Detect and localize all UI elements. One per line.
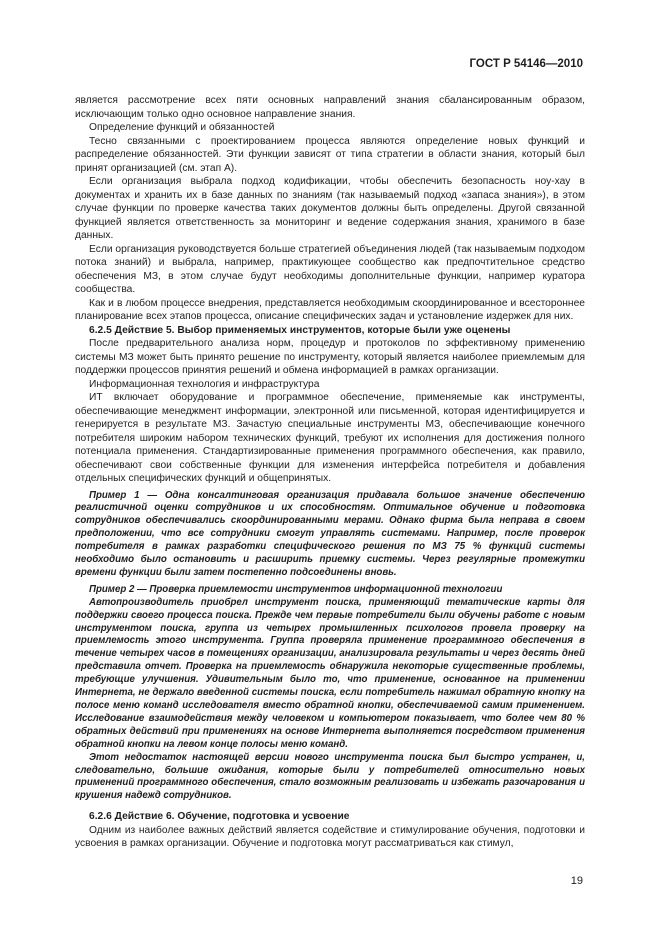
- subsection-label: Определение функций и обязанностей: [89, 122, 275, 133]
- example-2-body: Автопроизводитель приобрел инструмент поиска, применяющий тематические карты для поддержки своего процесса поиска. Прежде чем первые потребители были обучены работе с новым инструментом поиска, группа из четырех промышленных психологов провела проверку на приемлемость этого инструмента. Группа проверяла применение программного обеспечения в течение четырех часов в помещениях организации, анализировала результаты и через десять дней представила отчет. Проверка на приемлемость обнаружила некоторые существенные проблемы, требующие улучшения. Удивительным было то, что применение, основанное на применении Интернета, не держало введенной системы поиска, если потребитель нажимал обратную кнопку на полосе меню команд исследователя вместо обратной кнопки, обеспечиваемой самим применением. Исследование взаимодействия между человеком и компьютером показывает, что более чем 80 % обратных действий при применениях на основе Интернета выполняется посредством применения обратной кнопки на левом конце полосы меню команд.: [75, 596, 585, 750]
- paragraph: После предварительного анализа норм, процедур и протоколов по эффективному применению системы МЗ может быть принято решение по инструменту, который является наиболее приемлемым для поддержки процессов принятия решений и обмена информацией в рамках организации.: [75, 338, 585, 376]
- body-text: [75, 94, 585, 851]
- section-heading: 6.2.6 Действие 6. Обучение, подготовка и усвоение: [89, 811, 350, 823]
- section-heading: 6.2.5 Действие 5. Выбор применяемых инструментов, которые были уже оценены: [89, 324, 511, 336]
- paragraph: Одним из наиболее важных действий является содействие и стимулирование обучения, подготовки и усвоения в рамках организации. Обучение и подготовка могут рассматриваться как стимул,: [75, 824, 585, 850]
- document-code: ГОСТ Р 54146—2010: [469, 58, 583, 70]
- example-1: Пример 1 — Одна консалтинговая организация придавала большое значение обеспечению реалистичной оценки сотрудников и их способностям. Оптимальное обучение и подготовка сотрудников обеспечивались скоординированными мерами. Однако фирма была неправа в своем предположении, что все сотрудники смогут управлять системами. Например, после проверок потребителя в рамках разработки специфического решения по МЗ 75 % функций системы необходимо было остановить и расширить приемку системы. Через регулярные промежутки времени функции были затем постепенно подсоединены вновь.: [75, 489, 585, 578]
- subsection-label: Информационная технология и инфраструктура: [89, 378, 320, 390]
- paragraph: Как и в любом процессе внедрения, представляется необходимым скоординированное и всестороннее планирование всех этапов процесса, описание специфических задач и установление издержек для них.: [75, 297, 585, 322]
- paragraph: Тесно связанными с проектированием процесса являются определение новых функций и распределение обязанностей. Эти функции зависят от типа стратегии в области знания, который был принят организацией (см. этап А).: [75, 135, 585, 174]
- page-number: 19: [570, 875, 583, 887]
- paragraph: является рассмотрение всех пяти основных направлений знания сбалансированным образом, исключающим только одно основное направление знания.: [75, 95, 585, 120]
- paragraph: Если организация выбрала подход кодификации, чтобы обеспечить безопасность ноу-хау в документах и хранить их в базе данных по знаниям (так называемый подход «запаса знания»), в этом случае функции по проверке качества таких документов должны быть определены. Другой связанной функцией является ответственность за мониторинг и ведение содержания знания, хранимого в базе данных.: [75, 176, 585, 241]
- paragraph: ИТ включает оборудование и программное обеспечение, применяемые как инструменты, обеспечивающие менеджмент информации, электронной или письменной, которая идентифицируется и генерируется в результате МЗ. Зачастую специальные инструменты МЗ, обеспечивающие конечного потребителя широким набором технических функций, требуют их исполнения для достижения полного потенциала применения. Стандартизированные применения программного обеспечения, как правило, обеспечивают свои собственные функции для изменения интерфейса потребителя и добавления отдельных специфических функций и общепринятых.: [75, 392, 585, 484]
- paragraph: Если организация руководствуется больше стратегией объединения людей (так называемым подходом потока знаний) и выбрала, например, практикующее сообщество как предпочтительное средство обеспечения МЗ, в этом случае будут необходимы дополнительные функции, например куратора сообщества.: [75, 243, 585, 295]
- example-2-conclusion: Этот недостаток настоящей версии нового инструмента поиска был быстро устранен, и, следовательно, большие ожидания, которые были у потребителей относительно новых применений программного обеспечения, стало возможным реализовать и избежать разочарования и крушения надежд сотрудников.: [75, 751, 585, 802]
- example-2-title: Пример 2 — Проверка приемлемости инструментов информационной технологии: [89, 583, 503, 595]
